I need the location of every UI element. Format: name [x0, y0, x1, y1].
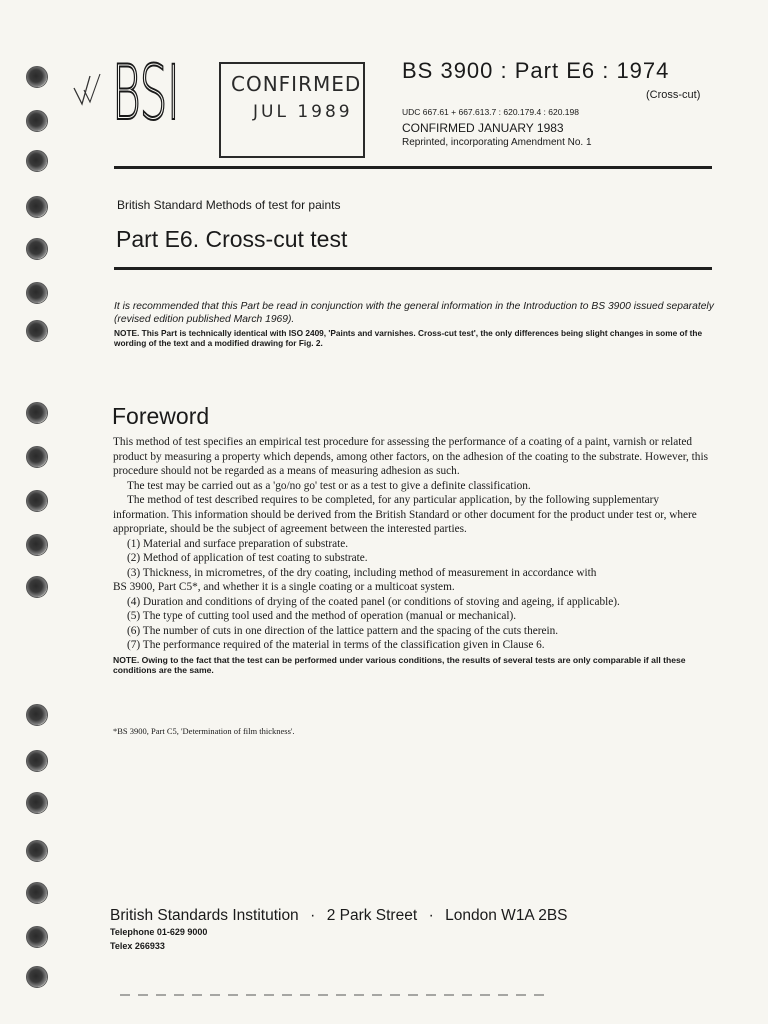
separator: ·	[310, 907, 316, 924]
binder-hole	[26, 196, 48, 218]
telex: Telex 266933	[110, 941, 165, 951]
street-address: 2 Park Street	[326, 907, 418, 924]
list-item: (4) Duration and conditions of drying of the coated panel (or conditions of stoving and ageing, if applicable).	[127, 595, 620, 608]
binder-hole	[26, 446, 48, 468]
list-item: (6) The number of cuts in one direction of the lattice pattern and the spacing of the cuts therein.	[127, 624, 559, 637]
binder-hole	[26, 882, 48, 904]
binder-hole	[26, 150, 48, 172]
foreword-body	[113, 435, 713, 676]
list-item: (2) Method of application of test coating to substrate.	[127, 552, 368, 564]
binder-hole	[26, 966, 48, 988]
series-title: British Standard Methods of test for paints	[117, 198, 341, 212]
standard-number: BS 3900 : Part E6 : 1974	[402, 58, 670, 83]
scan-artifact-line	[120, 990, 550, 1000]
telephone: Telephone 01-629 9000	[110, 927, 208, 937]
foreword-paragraph: The test may be carried out as a 'go/no go' test or as a test to give a definite classification.	[127, 479, 531, 492]
list-item: (7) The performance required of the material in terms of the classification given in Clause 6.	[127, 639, 545, 651]
confirmed-stamp	[219, 62, 365, 158]
list-item: (5) The type of cutting tool used and the method of operation (manual or mechanical).	[127, 610, 517, 622]
footnote: *BS 3900, Part C5, 'Determination of film thickness'.	[113, 726, 295, 736]
city-postcode: London W1A 2BS	[445, 907, 568, 924]
reprint-note: Reprinted, incorporating Amendment No. 1	[402, 137, 592, 148]
binder-hole	[26, 110, 48, 132]
list-item: (3) Thickness, in micrometres, of the dry coating, including method of measurement in accordance with	[127, 566, 597, 579]
binder-hole	[26, 576, 48, 598]
binder-hole	[26, 282, 48, 304]
binder-hole	[26, 704, 48, 726]
stamp-date: JUL 1989	[253, 102, 353, 122]
binder-hole	[26, 66, 48, 88]
binder-hole	[26, 238, 48, 260]
binder-hole	[26, 402, 48, 424]
list-item: (1) Material and surface preparation of substrate.	[127, 537, 349, 550]
stamp-label: CONFIRMED	[231, 72, 362, 96]
binder-hole	[26, 750, 48, 772]
confirmed-date: CONFIRMED JANUARY 1983	[402, 121, 564, 135]
footer-address	[110, 907, 568, 925]
recommendation-text: It is recommended that this Part be read in conjunction with the general information in the Introduction to BS 3900 issued separately (revised edition published March 1969).	[114, 301, 714, 325]
standard-subtitle: (Cross-cut)	[646, 89, 701, 101]
list-item-continuation: BS 3900, Part C5*, and whether it is a single coating or a multicoat system.	[113, 581, 455, 593]
foreword-paragraph: The method of test described requires to be completed, for any particular application, by the following supplementary information. This information should be derived from the British Standard or other document for the product under test or, where appropriate, should be the subject of agreement between the interested parties.	[113, 494, 697, 535]
handwritten-check-mark	[70, 70, 104, 110]
foreword-paragraph: This method of test specifies an empirical test procedure for assessing the performance of a coating of a paint, varnish or related product by measuring a property which depends, among other factors, on the adhesion of the coating to the substrate. However, this procedure should not be regarded as a means of measuring adhesion as such.	[113, 436, 708, 477]
title-rule	[114, 267, 712, 270]
binder-hole	[26, 840, 48, 862]
binder-hole	[26, 926, 48, 948]
binder-hole	[26, 320, 48, 342]
institution-name: British Standards Institution	[110, 907, 299, 924]
udc-code: UDC 667.61 + 667.613.7 : 620.179.4 : 620.198	[402, 107, 579, 117]
bsi-logo: BSI	[112, 48, 180, 137]
foreword-heading: Foreword	[112, 403, 210, 429]
separator: ·	[428, 907, 434, 924]
binder-hole	[26, 792, 48, 814]
binder-hole	[26, 490, 48, 512]
part-title: Part E6. Cross-cut test	[116, 226, 348, 252]
binder-hole	[26, 534, 48, 556]
iso-note: NOTE. This Part is technically identical with ISO 2409, 'Paints and varnishes. Cross-cut test', the only differences being slight changes in some of the wording of the text and a modified drawing for Fig. 2.	[114, 328, 703, 348]
foreword-note: NOTE. Owing to the fact that the test can be performed under various conditions, the results of several tests are only comparable if all these conditions are the same.	[113, 654, 686, 675]
header-rule	[114, 166, 712, 169]
